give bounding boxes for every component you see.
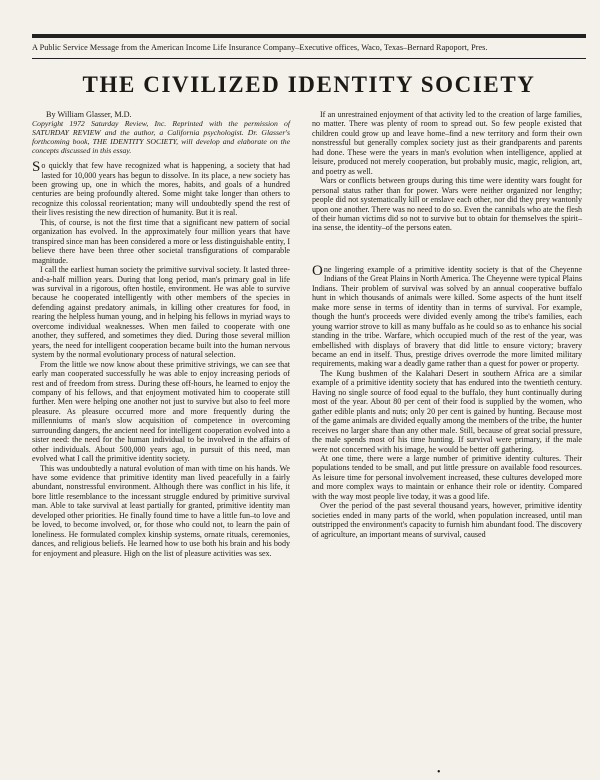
body-paragraph xyxy=(32,360,290,464)
body-paragraph xyxy=(32,218,290,265)
left-column-body xyxy=(32,161,290,558)
paragraph-text: ne lingering example of a primitive identity society is that of the Cheyenne Indians of the Great Plains in North America. The Cheyenne were typical Plains Indians. Their problem of survival was solved by an annual cooperative buffalo hunt in which thousands of animals were killed. Some aspects of the hunt itself make more sense in terms of identity than in terms of survival. For example, though the hunt's proceeds were divided evenly among the tribe's families, each young warrior strove to kill as many buffalo as he could so as to enhance his social standing in the tribe. Warfare, which occupied much of the rest of the year, was embellished with displays of bravery that did little to ensure victory; bravery became an end in itself. Thus, prestige drives overrode the more limited military requirements, making war a deadly game rather than a quest for power or property. xyxy=(312,264,582,369)
page-dot: • xyxy=(437,767,441,778)
paragraph-text: I call the earliest human society the primitive survival society. It lasted three-and-a-half million years. During that long period, man's primary goal in life was survival in a rigorous, often hostile, environment. He was able to survive because he cooperated intelligently with other members of the species in defending against predatory animals, in killing other creatures for food, in rearing the helpless human young, and in helping his fellows in myriad ways to overcome individual weaknesses. When men failed to cooperate with one another, they suffered, and sometimes they died. During those several million years, the need for intelligent cooperation became built into the human nervous system by the normal evolutionary process of natural selection. xyxy=(32,265,290,360)
paragraph-text: Over the period of the past several thousand years, however, primitive identity societies ended in many parts of the world, when population increased, until man outstripped the environment's capacity to furnish him abundant food. The discovery of agriculture, an important means of survival, caused xyxy=(312,501,582,539)
body-paragraph xyxy=(312,110,582,176)
right-column-body xyxy=(312,110,582,539)
body-paragraph xyxy=(312,176,582,233)
section-break xyxy=(312,233,582,265)
copyright-credit: Copyright 1972 Saturday Review, Inc. Reprinted with the permission of SATURDAY REVIEW and the author, a California psychologist. Dr. Glasser's forthcoming book, THE IDENTITY SOCIETY, will develop and elaborate on the concepts discussed in this essay. xyxy=(32,119,290,156)
byline: By William Glasser, M.D. xyxy=(46,110,132,119)
article-title: THE CIVILIZED IDENTITY SOCIETY xyxy=(82,72,536,97)
left-column xyxy=(32,110,290,558)
paragraph-text: This was undoubtedly a natural evolution of man with time on his hands. We have some evidence that primitive identity man lived peacefully in a fairly abundant, nonstressful environment. Although there was conflict in his life, it bore little resemblance to the incessant struggle endured by primitive survival man. Able to take survival at least partially for granted, primitive identity man developed other priorities. He finally found time to have a little fun–to love and be loved, to become involved, or, for those who could not, to learn the pain of loneliness. He formulated complex kinship systems, ornate rituals, ceremonies, dances, and religious beliefs. He learned how to use both his brain and his body for enjoyment and pleasure. High on the list of pleasure activities was sex. xyxy=(32,463,290,558)
body-paragraph xyxy=(32,464,290,559)
paragraph-text: At one time, there were a large number of primitive identity cultures. Their populations tended to be small, and put little pressure on available food resources. As leisure time for personal involvement increased, these cultures developed more and more complex ways to maintain or enhance their role or identity. Compared with the way most people live today, it was a good life. xyxy=(312,453,582,501)
paragraph-text: o quickly that few have recognized what is happening, a society that had lasted for 10,000 years has begun to dissolve. In its place, a new society has been growing up, one in which the mores, habits, and goals of a hundred centuries are being profoundly altered. Some might take longer than others to recognize this colossal reorientation; many will undoubtedly spend the rest of their lives resisting the new direction of humanity. But it is real. xyxy=(32,161,290,218)
body-paragraph xyxy=(32,161,290,218)
drop-cap-letter: S xyxy=(32,159,41,176)
paragraph-text: From the little we now know about these primitive strivings, we can see that early man cooperated successfully he was able to enjoy increasing periods of rest and of freedom from stress. During these off-hours, he learned to enjoy the company of his fellows, and that enjoyment motivated him to cooperate still further. Men were helping one another not just to survive but also to feel more pleasure. As pleasure occurred more and more frequently during the millenniums of man's slow acquisition of competence in overcoming surrounding dangers, the ancient need for intelligent cooperation evolved into a sister need: the need for the human individual to be involved in the affairs of other individuals. About 500,000 years ago, in pursuit of this need, man evolved what I call the primitive identity society. xyxy=(32,359,290,464)
paragraph-text: Wars or conflicts between groups during this time were identity wars fought for personal status rather than for power. Wars were neither organized nor lengthy; people did not systematically kill or enslave each other, nor did they prey wantonly upon one another. There was no need to do so. Even the cannibals who ate the flesh of their human victims did so not to survive but to obtain for themselves the spirit–ina sense, the identity–of the persons eaten. xyxy=(312,176,582,233)
body-paragraph xyxy=(312,454,582,501)
paragraph-text: The Kung bushmen of the Kalahari Desert in southern Africa are a similar example of a primitive identity society that has endured into the twentieth century. Having no single source of food equal to the buffalo, they hunt continually during most of the year. About 80 per cent of their food is supplied by the women, who gather edible plants and nuts; only 20 per cent is gained by hunting. Because most of the game animals are divided equally among the members of the tribe, the hunter receives no larger share than any other male. Still, because of great social pressure, the male spends most of his time hunting. If survival were primary, if the male were not concerned with his image, he would be better off gathering. xyxy=(312,368,582,454)
sponsor-banner: A Public Service Message from the American Income Life Insurance Company–Executive offices, Waco, Texas–Bernard Rapoport, Pres. xyxy=(32,34,586,59)
body-paragraph xyxy=(312,262,582,369)
body-paragraph xyxy=(312,369,582,454)
body-paragraph xyxy=(32,265,290,360)
drop-cap-letter: O xyxy=(312,262,323,279)
paragraph-text: If an unrestrained enjoyment of that activity led to the creation of large families, no matter. There was plenty of room to spread out. So few people existed that children could grow up and leave home–find a new territory and form their own nonstressful but generally complex society just as their grandparents and parents had done. These were the years in man's evolution when intelligence, applied at leisure, produced not merely cooperation, but probably music, magic, religion, art, and poetry as well. xyxy=(312,110,582,176)
body-paragraph xyxy=(312,501,582,539)
right-column xyxy=(312,110,582,539)
paragraph-text: This, of course, is not the first time that a significant new pattern of social organization has evolved. In the approximately four million years that have transpired since man has been considered a more or less distinguishable entity, I believe there have been three other societal transfigurations of comparable magnitude. xyxy=(32,217,290,265)
